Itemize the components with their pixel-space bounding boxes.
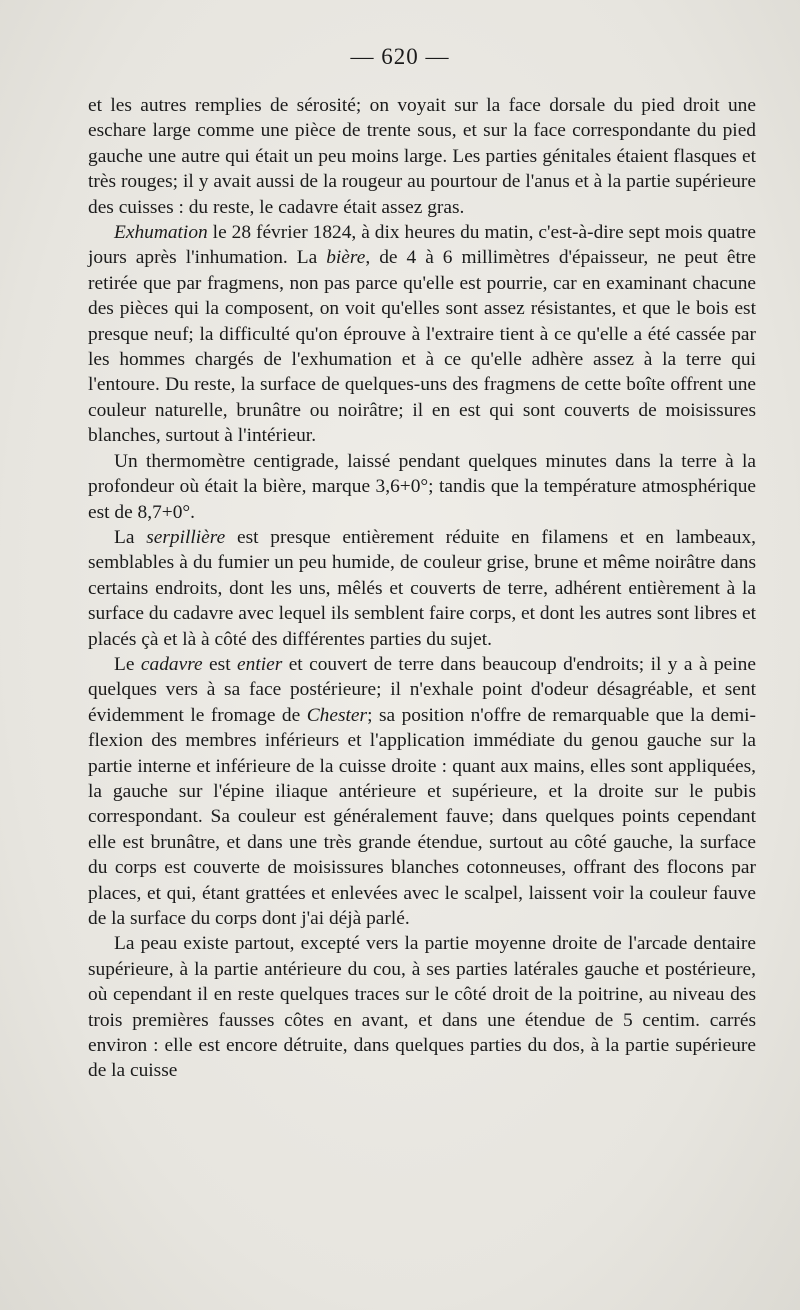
text-run: La peau existe partout, excepté vers la partie moyenne droite de l'arcade dentaire supérieure, à la partie antérieure du cou, à ses parties latérales gauche et postérieure, où cependant il en reste quelques traces sur le côté droit de la poitrine, au niveau des trois premières fausses côtes en avant, et dans une étendue de 5 centim. carrés environ : elle est encore détruite, dans quelques parties du dos, à la partie supérieure de la cuisse <box>88 933 756 1082</box>
paragraph <box>88 525 756 652</box>
italic-text: cadavre <box>140 653 203 675</box>
italic-text: serpillière <box>146 526 226 548</box>
text-run: et couvert de terre dans beaucoup d'endroits; il y a à peine quelques vers à sa face postérieure; il n'exhale point d'odeur désagréable, et sent évidemment le fromage de <box>88 653 756 726</box>
paragraph <box>88 449 756 525</box>
text-run: Le <box>114 653 141 675</box>
paragraph <box>88 652 756 931</box>
text-run: La <box>114 526 147 548</box>
paragraph <box>88 220 756 449</box>
paragraph <box>88 931 756 1083</box>
body-text <box>88 93 756 1084</box>
text-run: et les autres remplies de sérosité; on voyait sur la face dorsale du pied droit une eschare large comme une pièce de trente sous, et sur la face correspondante du pied gauche une autre qui était un peu moins large. Les parties génitales étaient flasques et très rouges; il y avait aussi de la rougeur au pourtour de l'anus et à la partie supérieure des cuisses : du reste, le cadavre était assez gras. <box>88 95 756 218</box>
text-run: ; sa position n'offre de remarquable que la demi-flexion des membres inférieurs et l'application immédiate du genou gauche sur la partie interne et inférieure de la cuisse droite : quant aux mains, elles sont appliquées, la gauche sur l'épine iliaque antérieure et supérieure, et la droite sur le pubis correspondant. Sa couleur est généralement fauve; dans quelques points cependant elle est brunâtre, et dans une très grande étendue, surtout au côté gauche, la surface du corps est couverte de moisissures blanches cotonneuses, offrant des flocons par places, et qui, étant grattées et enlevées avec le scalpel, laissent voir la couleur fauve de la surface du corps dont j'ai déjà parlé. <box>88 704 756 929</box>
italic-text: bière <box>326 247 366 269</box>
text-run: , de 4 à 6 millimètres d'épaisseur, ne peut être retirée que par fragmens, non pas parce qu'elle est pourrie, car en examinant chacune des pièces qui la composent, on voit qu'elles sont assez résistantes, et que le bois est presque neuf; la difficulté qu'on éprouve à l'extraire tient à ce qu'elle a été cassée par les hommes chargés de l'exhumation et à ce qu'elle adhère assez à la terre qui l'entoure. Du reste, la surface de quelques-uns des fragmens de cette boîte offrent une couleur naturelle, brunâtre ou noirâtre; il en est qui sont couverts de moisissures blanches, surtout à l'intérieur. <box>88 247 756 447</box>
italic-text: Exhumation <box>114 222 208 244</box>
paragraph <box>88 93 756 220</box>
page-number: — 620 — <box>350 44 450 69</box>
text-run: le 28 février 1824, à dix heures du matin, c'est-à-dire sept mois quatre jours après l'inhumation. La <box>88 222 756 269</box>
text-run: est presque entièrement réduite en filamens et en lambeaux, semblables à du fumier un peu humide, de couleur grise, brune et même noirâtre dans certains endroits, dont les uns, mêlés et couverts de terre, adhérent entièrement à la surface du cadavre avec lequel ils semblent faire corps, et dont les autres sont libres et placés çà et là à côté des différentes parties du sujet. <box>88 526 756 650</box>
italic-text: entier <box>237 653 283 675</box>
italic-text: Chester <box>306 704 368 726</box>
text-run: Un thermomètre centigrade, laissé pendant quelques minutes dans la terre à la profondeur où était la bière, marque 3,6+0°; tandis que la température atmosphérique est de 8,7+0°. <box>88 450 756 523</box>
text-run: est <box>202 653 238 675</box>
